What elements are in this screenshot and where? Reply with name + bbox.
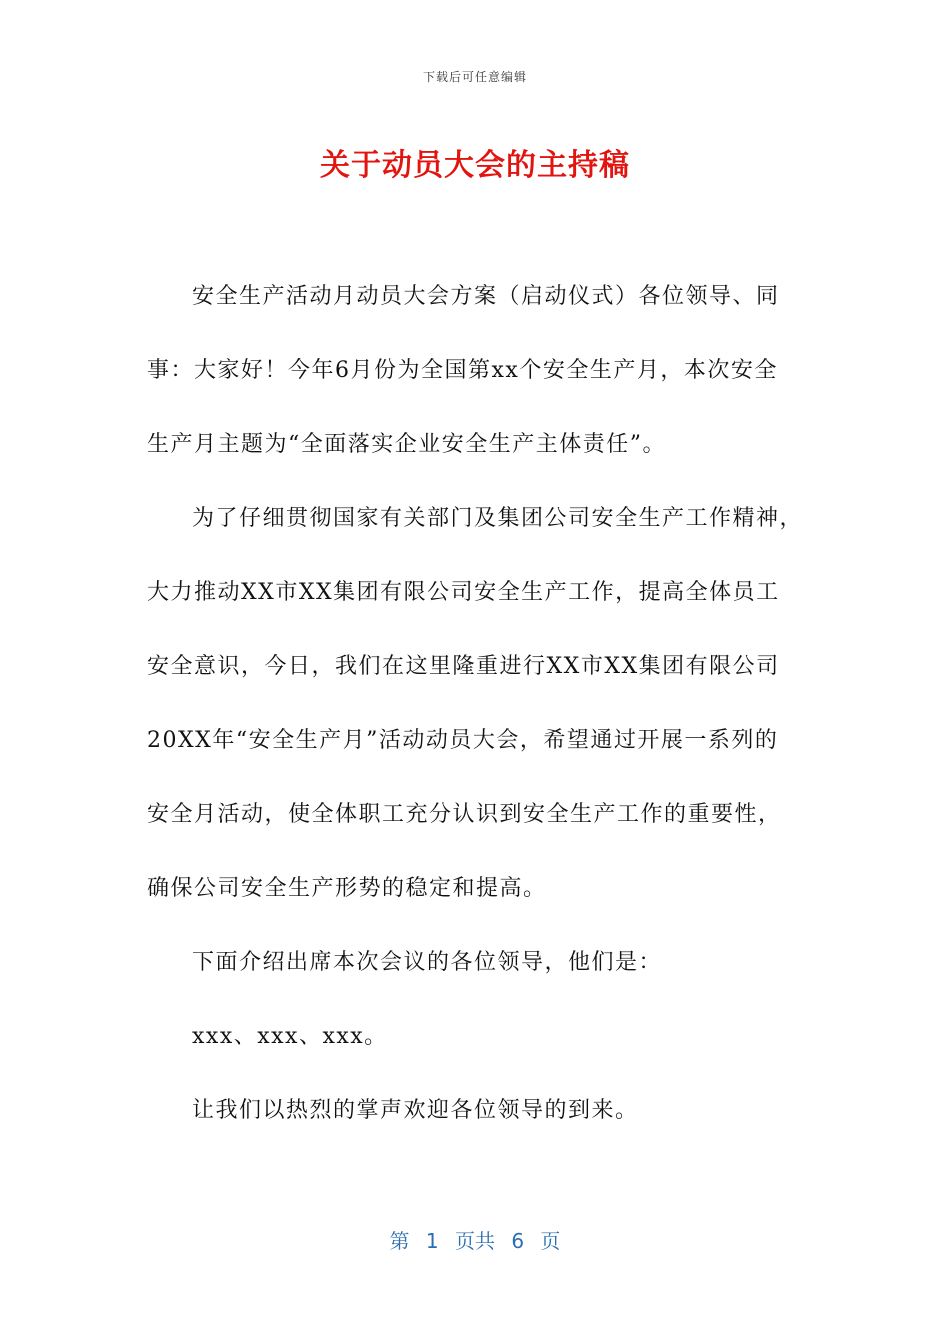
- body-line: 安全生产活动月动员大会方案（启动仪式）各位领导、同: [192, 284, 780, 309]
- document-title: 关于动员大会的主持稿: [320, 148, 630, 183]
- body-line: 下面介绍出席本次会议的各位领导，他们是：: [192, 950, 663, 975]
- body-line: 生产月主题为“全面落实企业安全生产主体责任”。: [147, 432, 666, 457]
- header-note: 下载后可任意编辑: [422, 70, 527, 84]
- body-line: 事：大家好！今年6月份为全国第xx个安全生产月，本次安全: [147, 358, 778, 383]
- document-body: [147, 260, 807, 1148]
- body-line: 让我们以热烈的掌声欢迎各位领导的到来。: [192, 1098, 639, 1123]
- body-line: 20XX年“安全生产月”活动动员大会，希望通过开展一系列的: [147, 728, 779, 753]
- body-line: 安全月活动，使全体职工充分认识到安全生产工作的重要性，: [147, 802, 782, 827]
- page-number-footer: 第 1 页共 6 页: [389, 1229, 561, 1253]
- body-line: xxx、xxx、xxx。: [192, 1024, 388, 1049]
- body-line: 大力推动XX市XX集团有限公司安全生产工作，提高全体员工: [147, 580, 780, 605]
- body-line: 为了仔细贯彻国家有关部门及集团公司安全生产工作精神，: [192, 506, 804, 531]
- body-line: 安全意识，今日，我们在这里隆重进行XX市XX集团有限公司: [147, 654, 780, 679]
- body-line: 确保公司安全生产形势的稳定和提高。: [147, 876, 547, 901]
